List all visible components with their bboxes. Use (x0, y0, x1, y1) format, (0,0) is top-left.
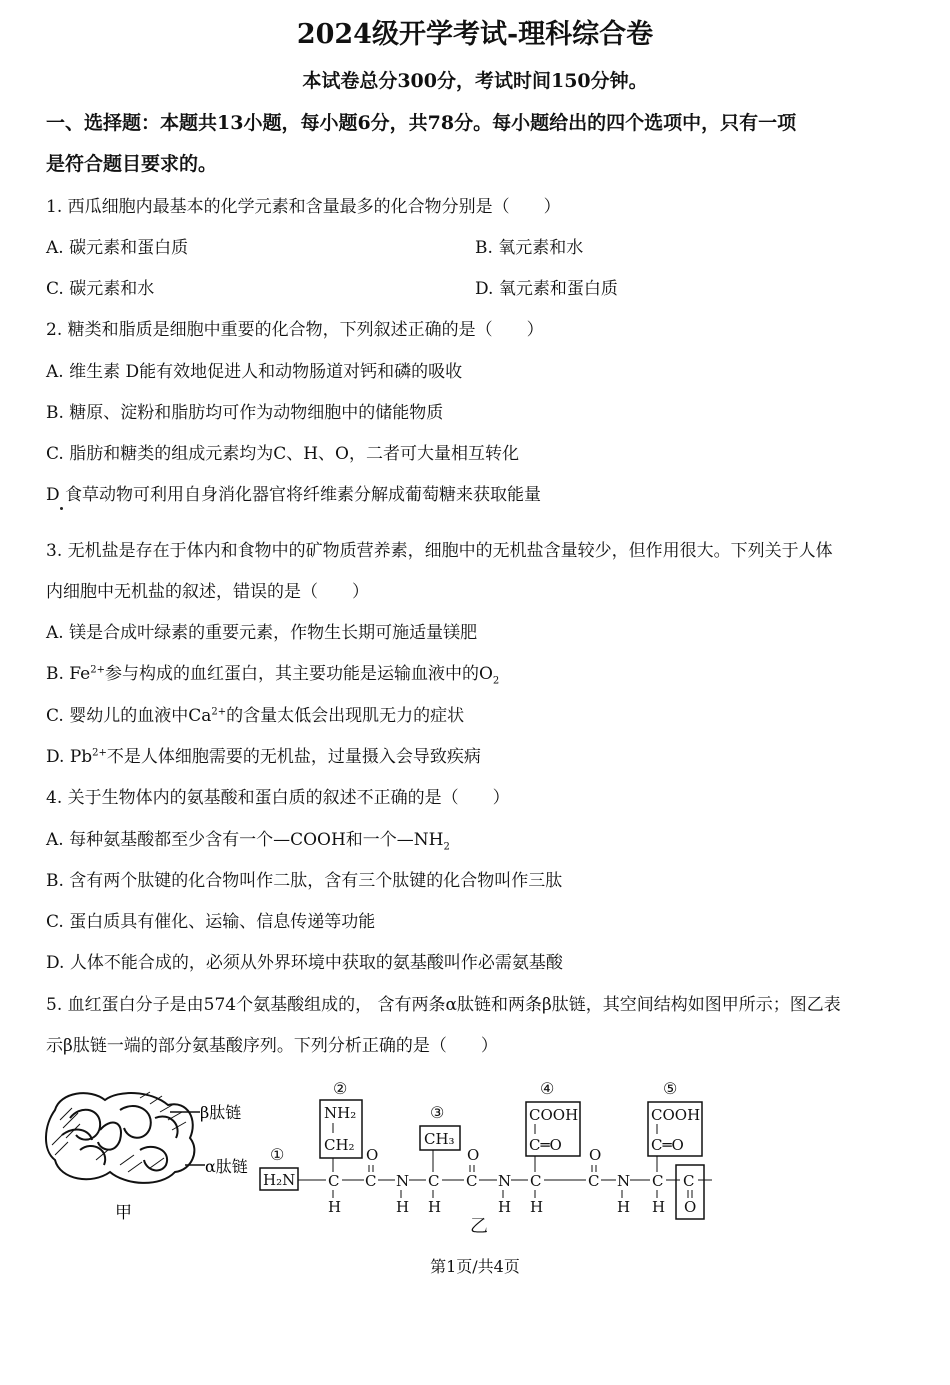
circle-1: ① (270, 1145, 285, 1164)
terminal-o: O (684, 1198, 697, 1216)
q3-option-c: C. 婴幼儿的血液中$Ca^{2+}$的含量太低会出现肌无力的症状 (46, 706, 465, 726)
section-heading-line2: 是符合题目要求的。 (46, 153, 218, 175)
h-1: H (328, 1198, 342, 1216)
h2n-group: H₂N (263, 1171, 296, 1189)
figure-jia-label: 甲 (115, 1203, 132, 1223)
q1-option-d: D. 氧元素和蛋白质 (475, 279, 618, 299)
circle-5: ⑤ (663, 1079, 678, 1098)
section-heading-line1: 一、选择题：本题共13小题，每小题6分，共78分。每小题给出的四个选项中，只有一项 (46, 112, 797, 134)
o-2: O (467, 1146, 480, 1164)
circle-4: ④ (540, 1079, 555, 1098)
q3-option-b: B. $Fe^{2+}$参与构成的血红蛋白，其主要功能是运输血液中的$O_2$ (46, 664, 500, 687)
carbonyl-carbon-2: C (466, 1172, 478, 1190)
h-2: H (396, 1198, 410, 1216)
hemoglobin-structure-drawing (46, 1093, 194, 1183)
q2-option-d: D 食草动物可利用自身消化器官将纤维素分解成葡萄糖来获取能量 (46, 485, 542, 505)
carbonyl-carbon-3: C (588, 1172, 600, 1190)
alpha-chain-label: α肽链 (205, 1157, 248, 1176)
h-6: H (617, 1198, 631, 1216)
cooh-group-1: COOH (529, 1106, 579, 1124)
q3-option-d: D. $Pb^{2+}$不是人体细胞需要的无机盐，过量摄入会导致疾病 (46, 747, 481, 767)
alpha-carbon-2: C (428, 1172, 440, 1190)
alpha-carbon-1: C (328, 1172, 340, 1190)
beta-chain-label: β肽链 (200, 1103, 242, 1122)
co-group-1: C═O (529, 1136, 562, 1154)
h-5: H (530, 1198, 544, 1216)
q3-stem-line2: 内细胞中无机盐的叙述，错误的是（ ） (46, 582, 369, 602)
q5-stem-line2: 示β肽链一端的部分氨基酸序列。下列分析正确的是（ ） (46, 1036, 498, 1056)
q3-option-a: A. 镁是合成叶绿素的重要元素，作物生长期可施适量镁肥 (46, 623, 478, 643)
h-7: H (652, 1198, 666, 1216)
o-1: O (366, 1146, 379, 1164)
ch2-group: CH₂ (324, 1136, 355, 1154)
o-3: O (589, 1146, 602, 1164)
q2-option-a: A. 维生素 D能有效地促进人和动物肠道对钙和磷的吸收 (46, 362, 463, 382)
q3-stem-line1: 3. 无机盐是存在于体内和食物中的矿物质营养素，细胞中的无机盐含量较少，但作用很大。下列关于人体 (46, 541, 833, 561)
terminal-carbon: C (683, 1172, 695, 1190)
q4-stem: 4. 关于生物体内的氨基酸和蛋白质的叙述不正确的是（ ） (46, 788, 510, 808)
q4-option-b: B. 含有两个肽键的化合物叫作二肽，含有三个肽键的化合物叫作三肽 (46, 871, 563, 891)
h-3: H (428, 1198, 442, 1216)
page-number: 第1页/共4页 (430, 1257, 520, 1276)
n-2: N (498, 1172, 512, 1190)
q2-stem: 2. 糖类和脂质是细胞中重要的化合物，下列叙述正确的是（ ） (46, 320, 544, 340)
q1-option-a: A. 碳元素和蛋白质 (46, 238, 189, 258)
q4-option-d: D. 人体不能合成的，必须从外界环境中获取的氨基酸叫作必需氨基酸 (46, 953, 563, 973)
hemoglobin-figure (0, 1070, 950, 1250)
figure-yi-label: 乙 (470, 1216, 488, 1237)
circle-3: ③ (430, 1103, 445, 1122)
circle-2: ② (333, 1079, 348, 1098)
stray-dot (60, 507, 63, 510)
exam-info: 本试卷总分300分，考试时间150分钟。 (302, 70, 648, 92)
q4-option-a: A. 每种氨基酸都至少含有一个—COOH和一个$—NH_2$ (46, 830, 450, 853)
q1-option-c: C. 碳元素和水 (46, 279, 155, 299)
ch3-group: CH₃ (424, 1130, 455, 1148)
co-group-2: C═O (651, 1136, 684, 1154)
n-3: N (617, 1172, 631, 1190)
cooh-group-2: COOH (651, 1106, 701, 1124)
q2-option-c: C. 脂肪和糖类的组成元素均为C、H、O，二者可大量相互转化 (46, 444, 519, 464)
nh2-group: NH₂ (324, 1104, 357, 1122)
q2-option-b: B. 糖原、淀粉和脂肪均可作为动物细胞中的储能物质 (46, 403, 444, 423)
q1-option-b: B. 氧元素和水 (475, 238, 584, 258)
page-title: 2024级开学考试-理科综合卷 (296, 19, 654, 50)
alpha-carbon-3: C (530, 1172, 542, 1190)
q1-stem: 1. 西瓜细胞内最基本的化学元素和含量最多的化合物分别是（ ） (46, 197, 561, 217)
n-1: N (396, 1172, 410, 1190)
carbonyl-carbon-1: C (365, 1172, 377, 1190)
h-4: H (498, 1198, 512, 1216)
alpha-carbon-4: C (652, 1172, 664, 1190)
q4-option-c: C. 蛋白质具有催化、运输、信息传递等功能 (46, 912, 376, 932)
q5-stem-line1: 5. 血红蛋白分子是由574个氨基酸组成的， 含有两条α肽链和两条β肽链，其空间结构如图甲所示；图乙表 (46, 995, 841, 1015)
